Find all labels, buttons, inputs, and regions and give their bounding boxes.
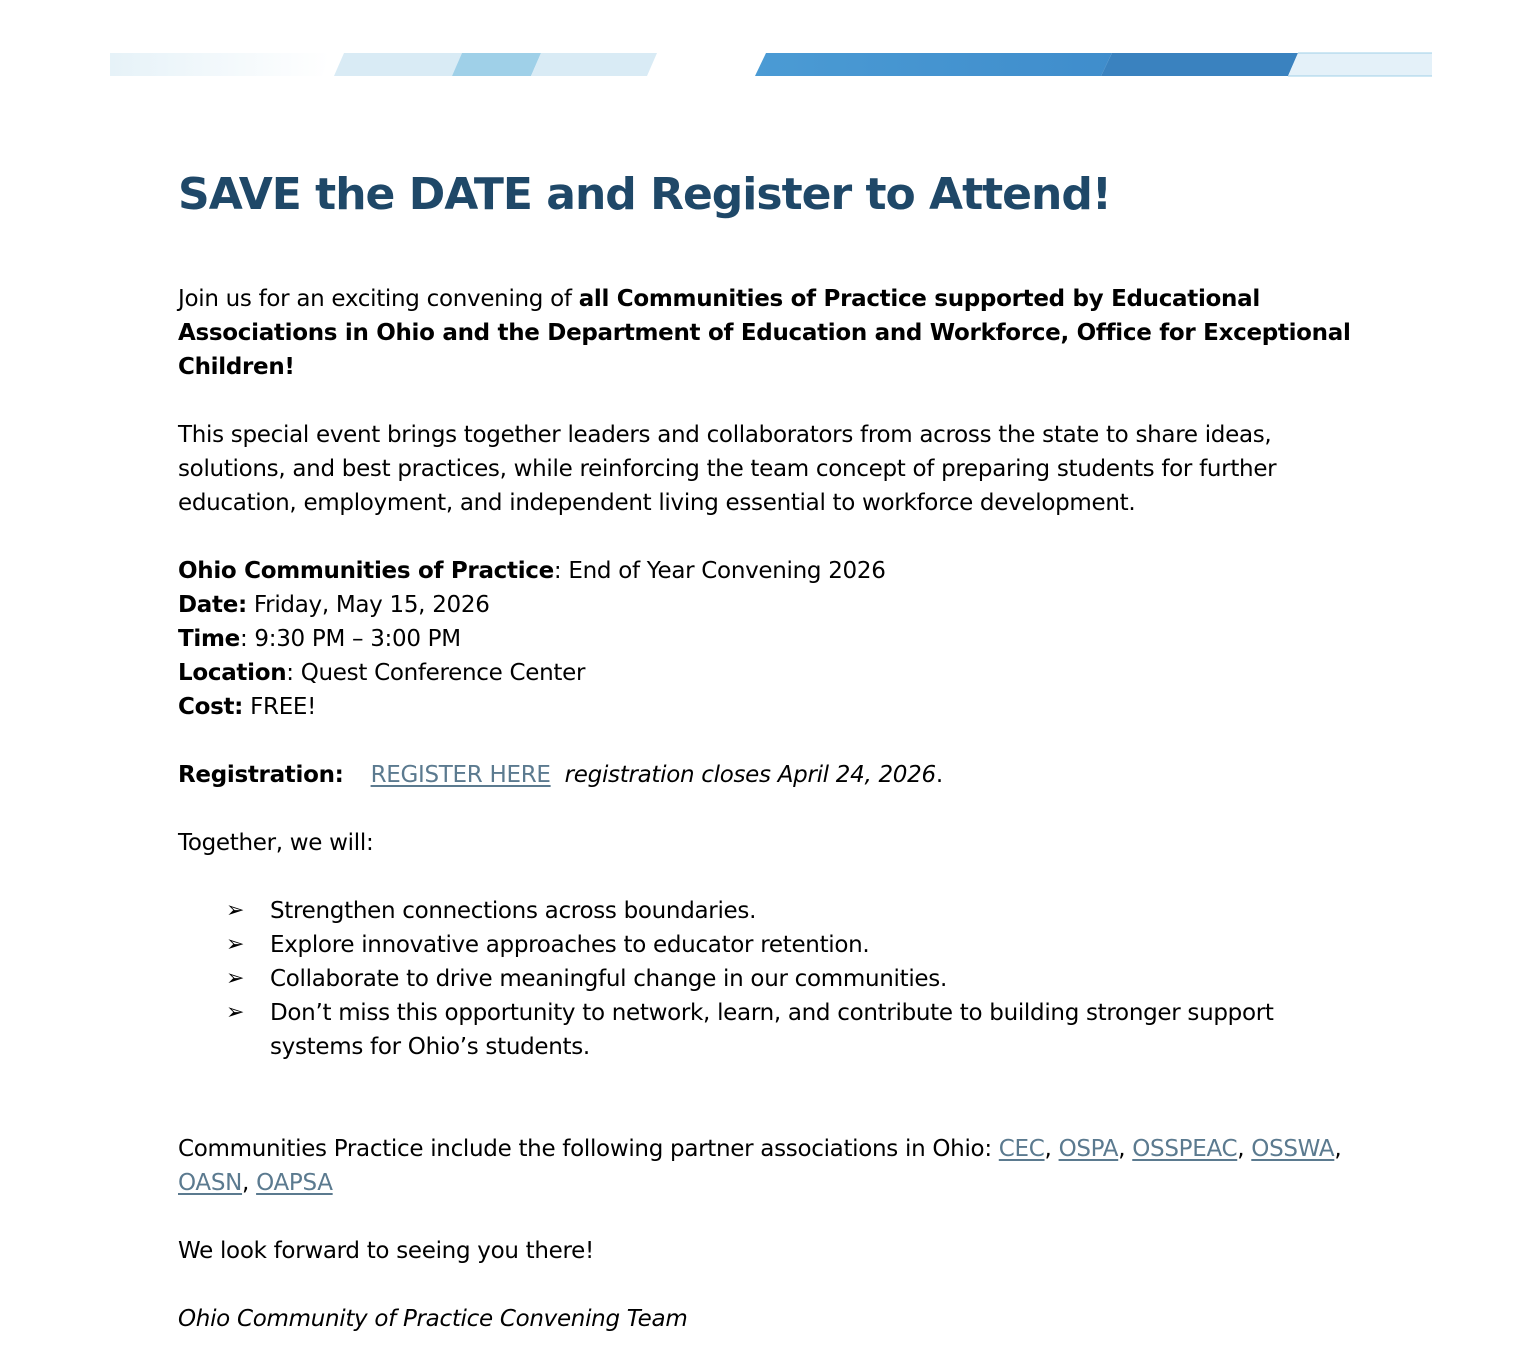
list-item-text: Strengthen connections across boundaries.: [270, 898, 757, 924]
goals-list: [178, 894, 1358, 1064]
page-title: SAVE the DATE and Register to Attend!: [178, 169, 1111, 220]
intro-lead: Join us for an exciting convening of: [178, 286, 579, 312]
list-item-text: Collaborate to drive meaningful change in our communities.: [270, 966, 947, 992]
spacer: [178, 520, 1358, 554]
partner-link-oapsa[interactable]: OAPSA: [256, 1170, 333, 1196]
banner-segment-end: [1288, 53, 1432, 76]
partner-link-oasn[interactable]: OASN: [178, 1170, 243, 1196]
list-item: [226, 928, 1358, 962]
cost-label: Cost:: [178, 694, 244, 720]
cost-value: FREE!: [243, 694, 317, 720]
partners-lead: Communities Practice include the following partner associations in Ohio:: [178, 1136, 999, 1162]
date-value: Friday, May 15, 2026: [246, 592, 490, 618]
banner-segment-mid: [452, 53, 541, 76]
location-label: Location: [178, 660, 287, 686]
separator: ,: [1334, 1136, 1342, 1162]
time-label: Time: [178, 626, 240, 652]
event-line: [178, 554, 1358, 588]
document-body: [178, 165, 1358, 1336]
list-item: [226, 996, 1358, 1064]
list-item: [226, 894, 1358, 928]
signature: [178, 1302, 1358, 1336]
date-label: Date:: [178, 592, 247, 618]
banner-segment-light: [334, 53, 462, 76]
intro-paragraph: [178, 282, 1358, 384]
event-value: : End of Year Convening 2026: [553, 558, 886, 584]
arrow-bullet-icon: ➢: [226, 932, 245, 957]
arrow-bullet-icon: ➢: [226, 966, 245, 991]
separator: ,: [1237, 1136, 1252, 1162]
list-item-text: Explore innovative approaches to educator retention.: [270, 932, 870, 958]
spacer: [178, 860, 1358, 894]
registration-label: Registration:: [178, 762, 344, 788]
banner-segment-blue: [755, 53, 1112, 76]
partner-link-osswa[interactable]: OSSWA: [1251, 1136, 1335, 1162]
time-value: : 9:30 PM – 3:00 PM: [239, 626, 461, 652]
together-intro: Together, we will:: [178, 830, 374, 856]
spacer: [178, 1200, 1358, 1234]
signature-text: Ohio Community of Practice Convening Team: [178, 1306, 688, 1332]
registration-period: .: [935, 762, 943, 788]
spacer: [178, 724, 1358, 758]
time-line: [178, 622, 1358, 656]
list-item: [226, 962, 1358, 996]
separator: ,: [1118, 1136, 1133, 1162]
spacer: [178, 384, 1358, 418]
partner-link-osspeac[interactable]: OSSPEAC: [1132, 1136, 1238, 1162]
header-banner: [0, 0, 1540, 90]
spacer: [178, 792, 1358, 826]
banner-segment-dark: [1101, 53, 1298, 76]
registration-note: registration closes April 24, 2026: [564, 762, 936, 788]
list-item-text: Don’t miss this opportunity to network, learn, and contribute to building stronger support systems for Ohio’s students.: [270, 1000, 1274, 1060]
registration-line: [178, 758, 1358, 792]
banner-segment-fade: [110, 53, 330, 76]
arrow-bullet-icon: ➢: [226, 898, 245, 923]
separator: ,: [1044, 1136, 1059, 1162]
partner-link-cec[interactable]: CEC: [998, 1136, 1045, 1162]
description-paragraph: This special event brings together leaders and collaborators from across the state to share ideas, solutions, and best practices, while reinforcing the team concept of preparing students for further education, employment, and independent living essential to workforce development.: [178, 422, 1277, 516]
spacer: [178, 225, 1358, 282]
location-line: [178, 656, 1358, 690]
register-link[interactable]: REGISTER HERE: [370, 762, 551, 788]
partner-link-ospa[interactable]: OSPA: [1058, 1136, 1119, 1162]
spacer: [178, 1268, 1358, 1302]
separator: ,: [242, 1170, 257, 1196]
closing-line: We look forward to seeing you there!: [178, 1238, 594, 1264]
intro-bold: all Communities of Practice supported by Educational Associations in Ohio and the Department of Education and Workforce, Office for Exceptional Children!: [178, 286, 1351, 380]
partners-paragraph: [178, 1132, 1358, 1200]
cost-line: [178, 690, 1358, 724]
arrow-bullet-icon: ➢: [226, 1000, 245, 1025]
banner-segment-light-2: [531, 53, 657, 76]
location-value: : Quest Conference Center: [286, 660, 586, 686]
date-line: [178, 588, 1358, 622]
spacer: [178, 1064, 1358, 1132]
event-label: Ohio Communities of Practice: [178, 558, 554, 584]
